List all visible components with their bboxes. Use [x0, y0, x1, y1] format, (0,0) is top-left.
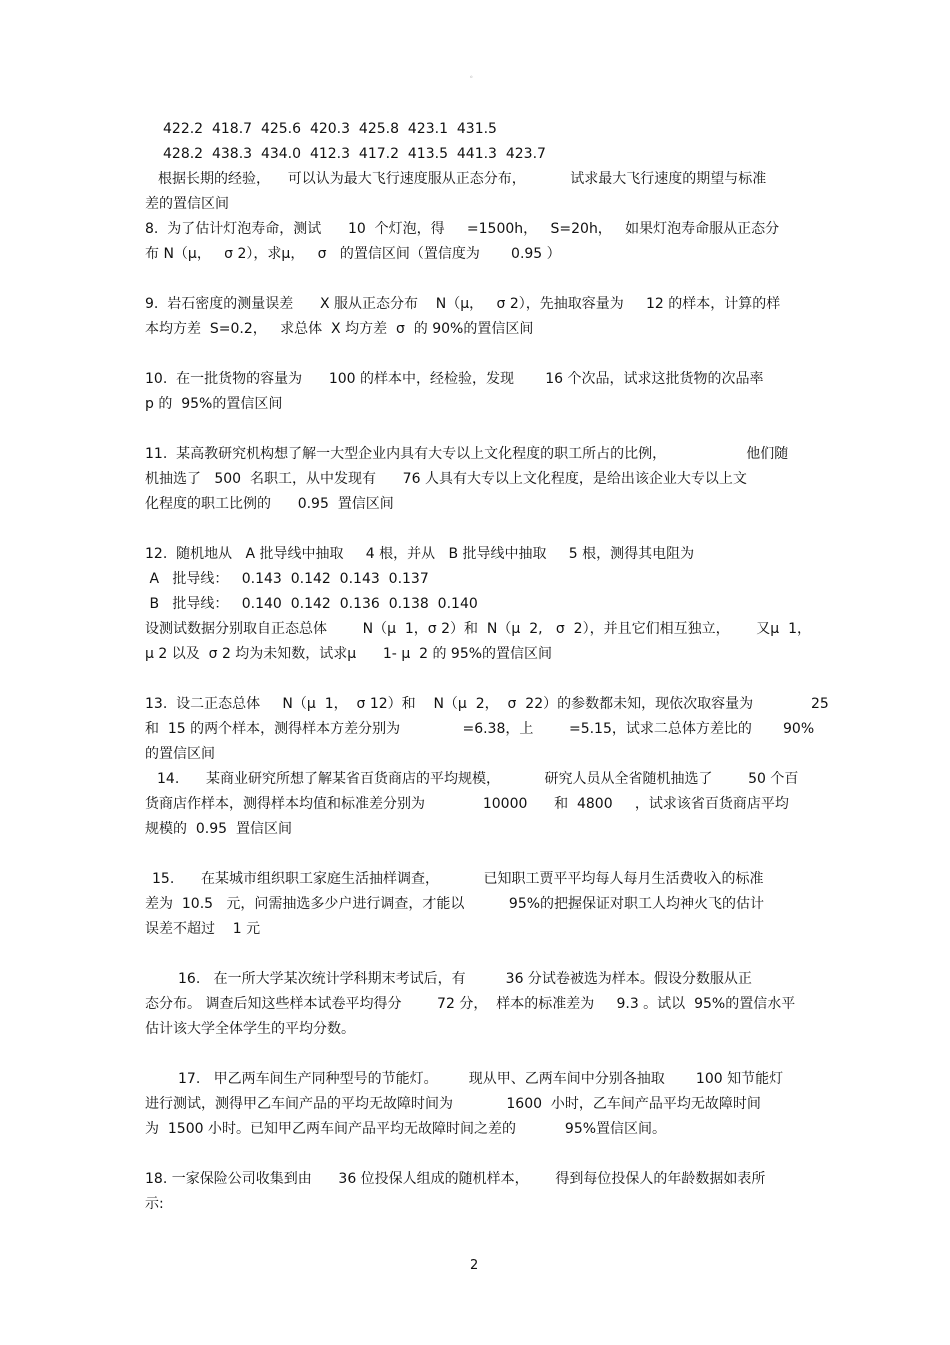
question-17: 17. 甲乙两车间生产同种型号的节能灯。 现从甲、乙两车间中分别各抽取 100 知节能灯 — [178, 1071, 784, 1087]
text-line: 估计该大学全体学生的平均分数。 — [145, 1021, 355, 1037]
text-line: 差为 10.5 元，问需抽选多少户进行调查，才能以 95%的把握保证对职工人均神火飞的估计 — [145, 896, 765, 912]
text-line: μ 2 以及 σ 2 均为未知数，试求μ 1- μ 2 的 95%的置信区间 — [145, 646, 553, 662]
question-15: 15. 在某城市组织职工家庭生活抽样调查， 已知职工贾平平均每人每月生活费收入的标准 — [152, 871, 764, 887]
text-line: 化程度的职工比例的 0.95 置信区间 — [145, 496, 394, 512]
data-line-a: A 批导线： 0.143 0.142 0.143 0.137 — [145, 571, 429, 587]
question-11: 11. 某高教研究机构想了解一大型企业内具有大专以上文化程度的职工所占的比例， 他们随 — [145, 446, 789, 462]
text-line: 为 1500 小时。已知甲乙两车间产品平均无故障时间之差的 95%置信区间。 — [145, 1121, 667, 1137]
text-line: 的置信区间 — [145, 746, 215, 762]
question-13: 13. 设二正态总体 N（μ 1， σ 12）和 N（μ 2， σ 22）的参数都未知，现依次取容量为 25 — [145, 696, 829, 712]
page-number: 2 — [470, 1258, 479, 1273]
text-line: 设测试数据分别取自正态总体 N（μ 1，σ 2）和 N（μ 2, σ 2），并且它们相互独立， 又μ 1， — [145, 621, 812, 637]
text-line: 差的置信区间 — [145, 196, 229, 212]
text-line: 和 15 的两个样本，测得样本方差分别为 =6.38，上 =5.15，试求二总体方差比的 90% — [145, 721, 815, 737]
header-mark: 。 — [470, 71, 477, 79]
question-9: 9. 岩石密度的测量误差 X 服从正态分布 N（μ， σ 2），先抽取容量为 12 的样本，计算的样 — [145, 296, 781, 312]
question-18: 18. 一家保险公司收集到由 36 位投保人组成的随机样本， 得到每位投保人的年龄数据如表所 — [145, 1171, 766, 1187]
text-line: 本均方差 S=0.2， 求总体 X 均方差 σ 的 90%的置信区间 — [145, 321, 534, 337]
text-line: 根据长期的经验， 可以认为最大飞行速度服从正态分布， 试求最大飞行速度的期望与标准 — [158, 171, 767, 187]
text-line: 机抽选了 500 名职工，从中发现有 76 人具有大专以上文化程度，是给出该企业大专以上文 — [145, 471, 747, 487]
text-line: 态分布。 调查后知这些样本试卷平均得分 72 分， 样本的标准差为 9.3 。试以 95%的置信水平 — [145, 996, 796, 1012]
question-8: 8. 为了估计灯泡寿命，测试 10 个灯泡，得 =1500h， S=20h， 如果灯泡寿命服从正态分 — [145, 221, 780, 237]
text-line: 布 N（μ， σ 2），求μ， σ 的置信区间（置信度为 0.95 ） — [145, 246, 561, 262]
data-line-2: 428.2 438.3 434.0 412.3 417.2 413.5 441.3 423.7 — [163, 146, 546, 162]
data-line-1: 422.2 418.7 425.6 420.3 425.8 423.1 431.5 — [163, 121, 497, 137]
question-10: 10. 在一批货物的容量为 100 的样本中，经检验，发现 16 个次品，试求这批货物的次品率 — [145, 371, 764, 387]
text-line: 进行测试，测得甲乙车间产品的平均无故障时间为 1600 小时，乙车间产品平均无故障时间 — [145, 1096, 761, 1112]
question-14: 14. 某商业研究所想了解某省百货商店的平均规模， 研究人员从全省随机抽选了 50 个百 — [157, 771, 799, 787]
text-line: 示: — [145, 1196, 164, 1212]
question-16: 16. 在一所大学某次统计学科期末考试后，有 36 分试卷被选为样本。假设分数服从正 — [178, 971, 752, 987]
text-line: 误差不超过 1 元 — [145, 921, 261, 937]
text-line: 规模的 0.95 置信区间 — [145, 821, 292, 837]
text-line: 货商店作样本，测得样本均值和标准差分别为 10000 和 4800 ，试求该省百货商店平均 — [145, 796, 789, 812]
text-line: p 的 95%的置信区间 — [145, 396, 283, 412]
data-line-b: B 批导线： 0.140 0.142 0.136 0.138 0.140 — [145, 596, 478, 612]
question-12: 12. 随机地从 A 批导线中抽取 4 根，并从 B 批导线中抽取 5 根，测得其电阻为 — [145, 546, 695, 562]
